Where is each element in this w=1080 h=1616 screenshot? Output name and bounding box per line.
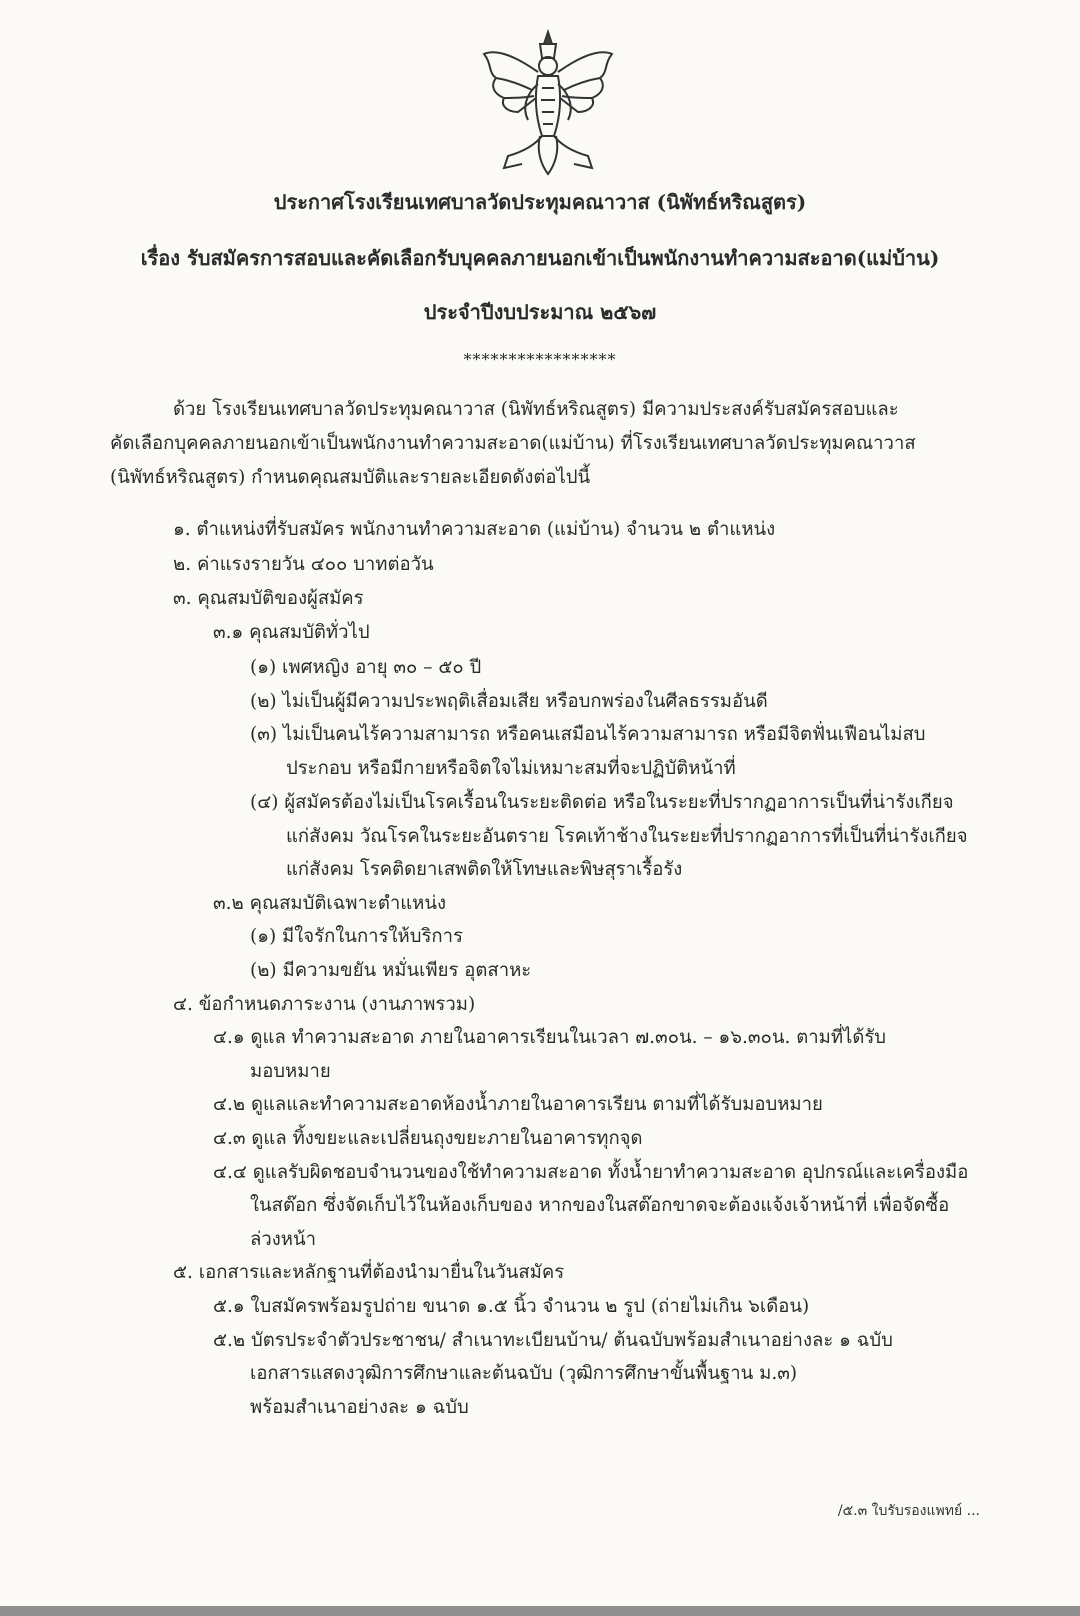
list-item: ๓.๑ คุณสมบัติทั่วไป <box>213 622 370 643</box>
list-item: ในสต๊อก ซึ่งจัดเก็บไว้ในห้องเก็บของ หากของในสต๊อกขาดจะต้องแจ้งเจ้าหน้าที่ เพื่อจัดซื้อ <box>250 1195 950 1216</box>
continuation-note: /๕.๓ ใบรับรองแพทย์ ... <box>837 1503 980 1519</box>
announcement-subject: เรื่อง รับสมัครการสอบและคัดเลือกรับบุคคลภายนอกเข้าเป็นพนักงานทำความสะอาด(แม่บ้าน) <box>140 246 940 270</box>
fiscal-year: ประจำปีงบประมาณ ๒๕๖๗ <box>423 300 657 324</box>
list-item: ๕. เอกสารและหลักฐานที่ต้องนำมายื่นในวันสมัคร <box>173 1262 565 1283</box>
list-item: ๑. ตำแหน่งที่รับสมัคร พนักงานทำความสะอาด (แม่บ้าน) จำนวน ๒ ตำแหน่ง <box>173 519 776 540</box>
list-item: เอกสารแสดงวุฒิการศึกษาและต้นฉบับ (วุฒิการศึกษาขั้นพื้นฐาน ม.๓) <box>250 1363 798 1384</box>
scan-edge <box>0 1606 1080 1616</box>
list-item: ๔. ข้อกำหนดภาระงาน (งานภาพรวม) <box>173 994 476 1015</box>
list-item: ประกอบ หรือมีกายหรือจิตใจไม่เหมาะสมที่จะปฏิบัติหน้าที่ <box>286 758 736 779</box>
intro-line: คัดเลือกบุคคลภายนอกเข้าเป็นพนักงานทำความสะอาด(แม่บ้าน) ที่โรงเรียนเทศบาลวัดประทุมคณาวาส <box>110 433 916 454</box>
list-item: (๑) เพศหญิง อายุ ๓๐ – ๕๐ ปี <box>250 657 482 678</box>
list-item: (๑) มีใจรักในการให้บริการ <box>250 926 463 947</box>
list-item: แก่สังคม วัณโรคในระยะอันตราย โรคเท้าช้างในระยะที่ปรากฏอาการที่เป็นที่น่ารังเกียจ <box>286 826 968 847</box>
list-item: มอบหมาย <box>250 1061 331 1082</box>
list-item: (๒) มีความขยัน หมั่นเพียร อุตสาหะ <box>250 960 532 981</box>
list-item: ๕.๑ ใบสมัครพร้อมรูปถ่าย ขนาด ๑.๕ นิ้ว จำนวน ๒ รูป (ถ่ายไม่เกิน ๖เดือน) <box>213 1296 810 1317</box>
list-item: ๓. คุณสมบัติของผู้สมัคร <box>173 588 364 609</box>
list-item: (๓) ไม่เป็นคนไร้ความสามารถ หรือคนเสมือนไร้ความสามารถ หรือมีจิตฟั่นเฟือนไม่สบ <box>250 724 926 745</box>
announcement-title: ประกาศโรงเรียนเทศบาลวัดประทุมคณาวาส (นิพัทธ์หริณสูตร) <box>273 190 807 214</box>
list-item: ๒. ค่าแรงรายวัน ๔๐๐ บาทต่อวัน <box>173 554 434 575</box>
separator-stars: ***************** <box>463 350 617 369</box>
list-item: พร้อมสำเนาอย่างละ ๑ ฉบับ <box>250 1397 469 1418</box>
list-item: ล่วงหน้า <box>250 1229 316 1250</box>
intro-line: (นิพัทธ์หริณสูตร) กำหนดคุณสมบัติและรายละเอียดดังต่อไปนี้ <box>110 467 591 488</box>
intro-line: ด้วย โรงเรียนเทศบาลวัดประทุมคณาวาส (นิพัทธ์หริณสูตร) มีความประสงค์รับสมัครสอบและ <box>173 399 899 420</box>
list-item: แก่สังคม โรคติดยาเสพติดให้โทษและพิษสุราเรื้อรัง <box>286 859 683 880</box>
garuda-emblem-icon <box>478 28 618 178</box>
list-item: ๕.๒ บัตรประจำตัวประชาชน/ สำเนาทะเบียนบ้าน/ ต้นฉบับพร้อมสำเนาอย่างละ ๑ ฉบับ <box>213 1330 893 1351</box>
list-item: ๔.๓ ดูแล ทิ้งขยะและเปลี่ยนถุงขยะภายในอาคารทุกจุด <box>213 1128 643 1149</box>
list-item: ๔.๒ ดูแลและทำความสะอาดห้องน้ำภายในอาคารเรียน ตามที่ได้รับมอบหมาย <box>213 1094 823 1115</box>
list-item: ๓.๒ คุณสมบัติเฉพาะตำแหน่ง <box>213 893 447 914</box>
list-item: ๔.๑ ดูแล ทำความสะอาด ภายในอาคารเรียนในเวลา ๗.๓๐น. – ๑๖.๓๐น. ตามที่ได้รับ <box>213 1027 887 1048</box>
list-item: ๔.๔ ดูแลรับผิดชอบจำนวนของใช้ทำความสะอาด ทั้งน้ำยาทำความสะอาด อุปกรณ์และเครื่องมือ <box>213 1162 969 1183</box>
list-item: (๒) ไม่เป็นผู้มีความประพฤติเสื่อมเสีย หรือบกพร่องในศีลธรรมอันดี <box>250 691 768 712</box>
list-item: (๔) ผู้สมัครต้องไม่เป็นโรคเรื้อนในระยะติดต่อ หรือในระยะที่ปรากฏอาการเป็นที่น่ารังเกียจ <box>250 792 954 813</box>
